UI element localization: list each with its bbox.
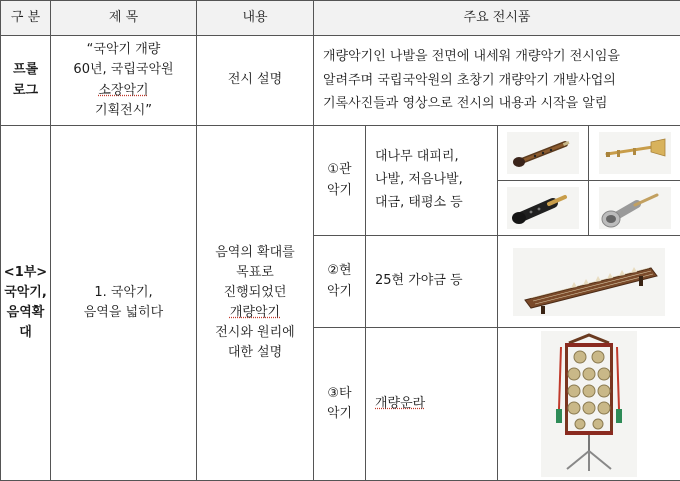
prologue-content: 전시 설명 [197,36,314,126]
black-pipe-image [505,185,581,231]
percussion-label: ③타 악기 [314,328,366,481]
wind-row-top [1,126,680,181]
prologue-title: “국악기 개량 60년, 국립국악원 소장악기 기획전시” [51,36,197,126]
photo-cell-daegeum [498,181,589,236]
unra-gong-rack-image [539,329,639,479]
part1-category: <1부> 국악기, 음역확대 [1,126,51,481]
photo-cell-taepyeongso [589,181,680,236]
percussion-items: 개량운라 [366,328,498,481]
photo-cell-pipe [498,126,589,181]
string-items: 25현 가야금 등 [366,236,498,328]
wind-items: 대나무 대피리, 나발, 저음나발, 대금, 태평소 등 [366,126,498,236]
nabal-horn-image [597,130,673,176]
header-items: 주요 전시품 [314,1,680,36]
header-category: 구 분 [1,1,51,36]
string-label: ②현 악기 [314,236,366,328]
prologue-items: 개량악기인 나발을 전면에 내세워 개량악기 전시임을 알려주며 국립국악원의 초창기 개량악기 개발사업의 기록사진들과 영상으로 전시의 내용과 시작을 알림 [314,36,680,126]
header-row [1,1,680,36]
header-title: 제 목 [51,1,197,36]
part1-title: 1. 국악기, 음역을 넓히다 [51,126,197,481]
silver-horn-image [597,185,673,231]
photo-cell-gayageum [498,236,680,328]
photo-cell-unra [498,328,680,481]
header-content: 내용 [197,1,314,36]
prologue-category: 프롤 로그 [1,36,51,126]
prologue-row [1,36,680,126]
part1-content: 음역의 확대를 목표로 진행되었던 개량악기 전시와 원리에 대한 설명 [197,126,314,481]
gayageum-image [511,246,667,318]
bamboo-pipe-image [505,130,581,176]
wind-label: ①관 악기 [314,126,366,236]
photo-cell-nabal [589,126,680,181]
